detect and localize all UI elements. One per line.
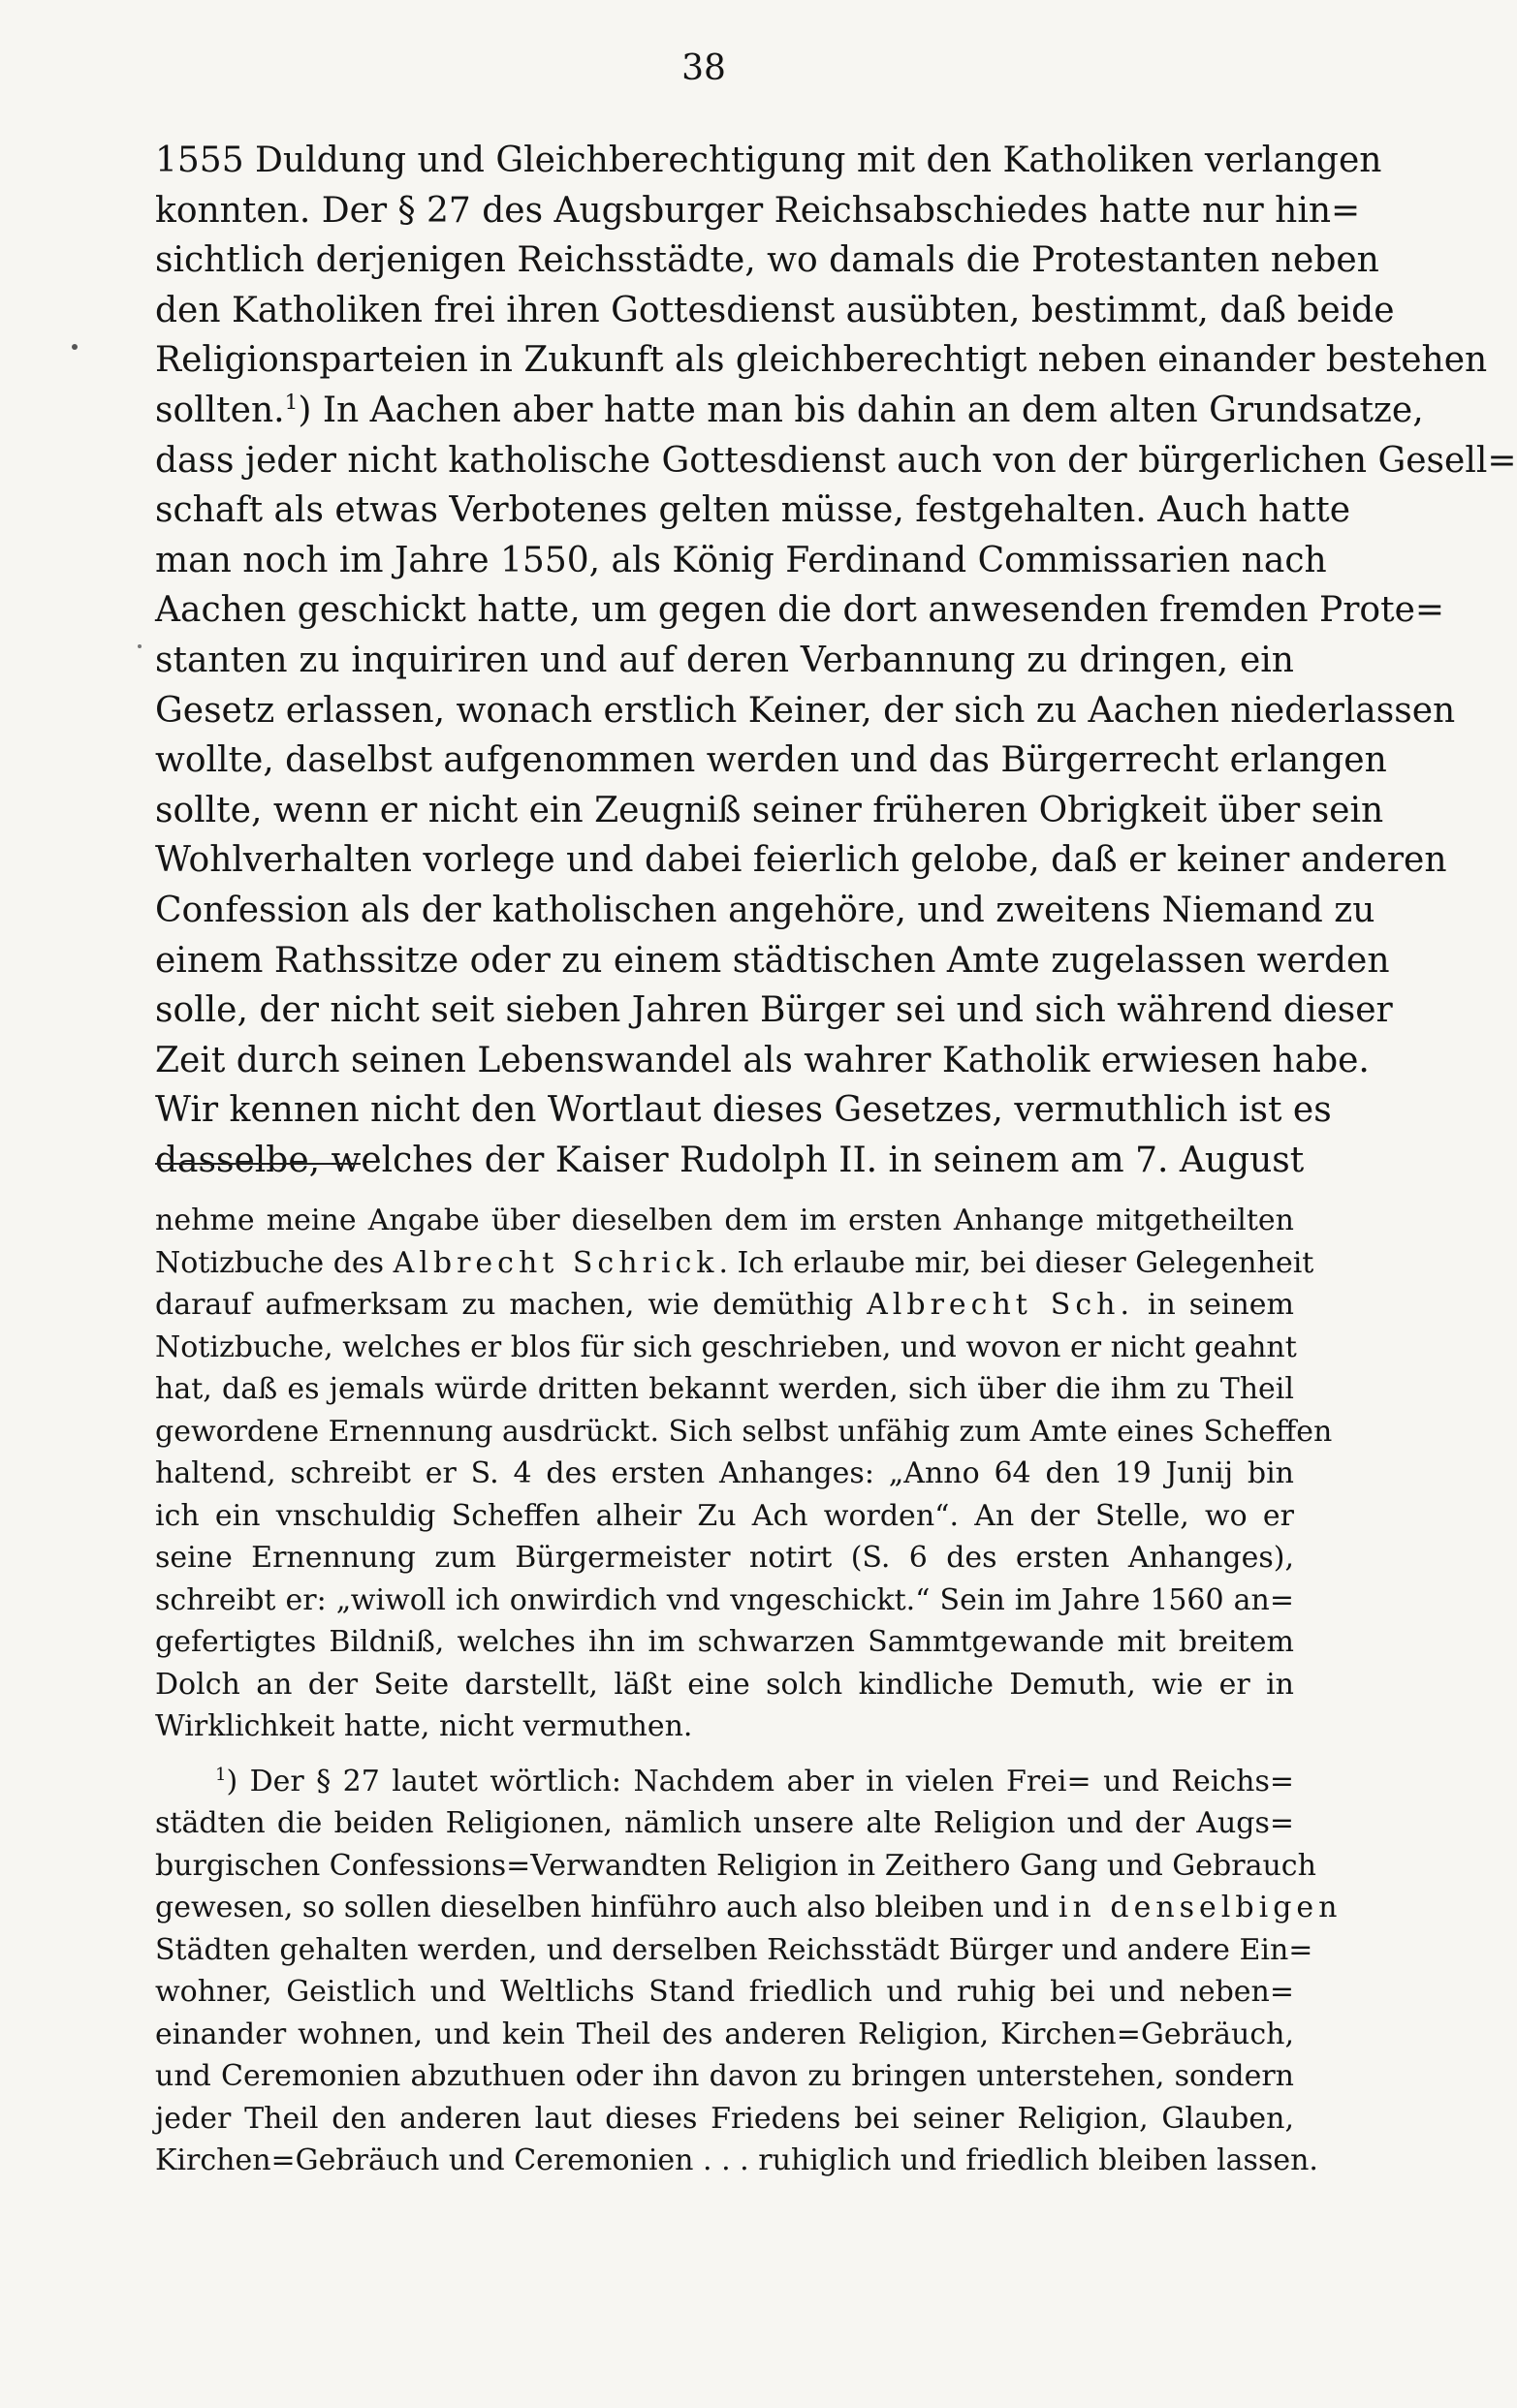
footnote-line: jeder Theil den anderen laut dieses Friedens bei seiner Religion, Glauben,: [155, 2101, 1294, 2136]
footnote-line: nehme meine Angabe über dieselben dem im ersten Anhange mitgetheilten: [155, 1204, 1294, 1237]
text-line: den Katholiken frei ihren Gottesdienst ausübten, bestimmt, daß beide: [155, 290, 1395, 330]
text-line: einem Rathssitze oder zu einem städtischen Amte zugelassen werden: [155, 940, 1390, 981]
footnote-ref: 1: [284, 390, 299, 415]
text-line: sichtlich derjenigen Reichsstädte, wo damals die Protestanten neben: [155, 240, 1379, 281]
footnote-line: städten die beiden Religionen, nämlich unsere alte Religion und der Augs=: [155, 1806, 1294, 1840]
footnote-line: wohner, Geistlich und Weltlichs Stand friedlich und ruhig bei und neben=: [155, 1975, 1294, 2009]
footnote-line: gewordene Ernennung ausdrückt. Sich selbst unfähig zum Amte eines Scheffen: [155, 1414, 1333, 1449]
footnote-line: Notizbuche, welches er blos für sich geschrieben, und wovon er nicht geahnt: [155, 1329, 1297, 1364]
text-line: man noch im Jahre 1550, als König Ferdinand Commissarien nach: [155, 540, 1327, 580]
footnote-line: [155, 1887, 1343, 1929]
margin-mark: [72, 344, 78, 350]
footnote-line: schreibt er: „wiwoll ich onwirdich vnd vngeschickt.“ Sein im Jahre 1560 an=: [155, 1582, 1294, 1617]
footnote-continuation: [155, 1200, 1333, 1748]
text-line: Aachen geschickt hatte, um gegen die dort anwesenden fremden Prote=: [155, 590, 1445, 631]
footnote-line: [155, 1242, 1314, 1285]
text-fragment: in seinem: [1134, 1288, 1295, 1322]
text-line: [155, 386, 1424, 436]
footnote-line: hat, daß es jemals würde dritten bekannt werden, sich über die ihm zu Theil: [155, 1372, 1294, 1406]
text-line: Zeit durch seinen Lebenswandel als wahrer Katholik erwiesen habe.: [155, 1040, 1370, 1080]
text-line: konnten. Der § 27 des Augsburger Reichsabschiedes hatte nur hin=: [155, 190, 1361, 231]
footnote-1: [155, 1761, 1343, 2182]
footnote-line: ich ein vnschuldig Scheffen alheir Zu Ach worden“. An der Stelle, wo er: [155, 1498, 1294, 1533]
footnote-line: haltend, schreibt er S. 4 des ersten Anhanges: „Anno 64 den 19 Junij bin: [155, 1456, 1294, 1490]
spaced-text: in denselbigen: [1058, 1891, 1343, 1924]
text-line: solle, der nicht seit sieben Jahren Bürger sei und sich während dieser: [155, 990, 1393, 1031]
text-line: schaft als etwas Verbotenes gelten müsse, festgehalten. Auch hatte: [155, 490, 1350, 531]
footnote-line: Städten gehalten werden, und derselben Reichsstädt Bürger und andere Ein=: [155, 1932, 1313, 1967]
text-line: sollte, wenn er nicht ein Zeugniß seiner früheren Obrigkeit über sein: [155, 790, 1384, 830]
footnote-line: Dolch an der Seite darstellt, läßt eine solch kindliche Demuth, wie er in: [155, 1667, 1294, 1702]
footnote-line: Wirklichkeit hatte, nicht vermuthen.: [155, 1709, 693, 1743]
text-line: Wir kennen nicht den Wortlaut dieses Gesetzes, vermuthlich ist es: [155, 1090, 1332, 1131]
text-line: stanten zu inquiriren und auf deren Verbannung zu dringen, ein: [155, 640, 1294, 680]
footnote-marker: 1: [215, 1764, 227, 1785]
text-line: Wohlverhalten vorlege und dabei feierlich gelobe, daß er keiner anderen: [155, 840, 1447, 881]
text-fragment: Notizbuche des: [155, 1245, 385, 1280]
person-name: Albrecht Schrick: [393, 1245, 719, 1280]
text-fragment: darauf aufmerksam zu machen, wie demüthig: [155, 1288, 854, 1322]
main-text: [155, 136, 1517, 1185]
text-fragment: ) In Aachen aber hatte man bis dahin an dem alten Grundsatze,: [298, 390, 1424, 430]
text-fragment: sollten.: [155, 390, 285, 430]
text-line: Religionsparteien in Zukunft als gleichberechtigt neben einander bestehen: [155, 340, 1488, 381]
text-line: dasselbe, welches der Kaiser Rudolph II. in seinem am 7. August: [155, 1140, 1305, 1180]
footnote-line: einander wohnen, und kein Theil des anderen Religion, Kirchen=Gebräuch,: [155, 2017, 1294, 2051]
text-line: Gesetz erlassen, wonach erstlich Keiner, der sich zu Aachen niederlassen: [155, 690, 1456, 731]
text-line: 1555 Duldung und Gleichberechtigung mit den Katholiken verlangen: [155, 141, 1382, 180]
page-number: 38: [681, 48, 726, 88]
person-name: Albrecht Sch.: [867, 1288, 1134, 1322]
footnote-line: [155, 1284, 1294, 1327]
text-line: wollte, daselbst aufgenommen werden und das Bürgerrecht erlangen: [155, 740, 1387, 781]
footnote-line: gefertigtes Bildniß, welches ihn im schwarzen Sammtgewande mit breitem: [155, 1625, 1294, 1659]
footnote-line: Kirchen=Gebräuch und Ceremonien . . . ruhiglich und friedlich bleiben lassen.: [155, 2143, 1318, 2177]
footnote-line: burgischen Confessions=Verwandten Religion in Zeithero Gang und Gebrauch: [155, 1848, 1316, 1883]
text-fragment: ) Der § 27 lautet wörtlich: Nachdem aber in vielen Frei= und Reichs=: [226, 1764, 1294, 1798]
text-fragment: . Ich erlaube mir, bei dieser Gelegenheit: [718, 1245, 1314, 1280]
footnote-line: und Ceremonien abzuthuen oder ihn davon zu bringen unterstehen, sondern: [155, 2059, 1294, 2093]
footnote-separator: [155, 1163, 361, 1165]
margin-mark: [138, 644, 142, 648]
footnotes: [155, 1200, 1343, 2182]
footnote-line: seine Ernennung zum Bürgermeister notirt (S. 6 des ersten Anhanges),: [155, 1541, 1294, 1575]
text-line: Confession als der katholischen angehöre, und zweitens Niemand zu: [155, 890, 1375, 930]
text-fragment: gewesen, so sollen dieselben hinführo auch also bleiben und: [155, 1891, 1050, 1924]
text-line: dass jeder nicht katholische Gottesdienst auch von der bürgerlichen Gesell=: [155, 440, 1517, 481]
footnote-line: [155, 1761, 1294, 1803]
